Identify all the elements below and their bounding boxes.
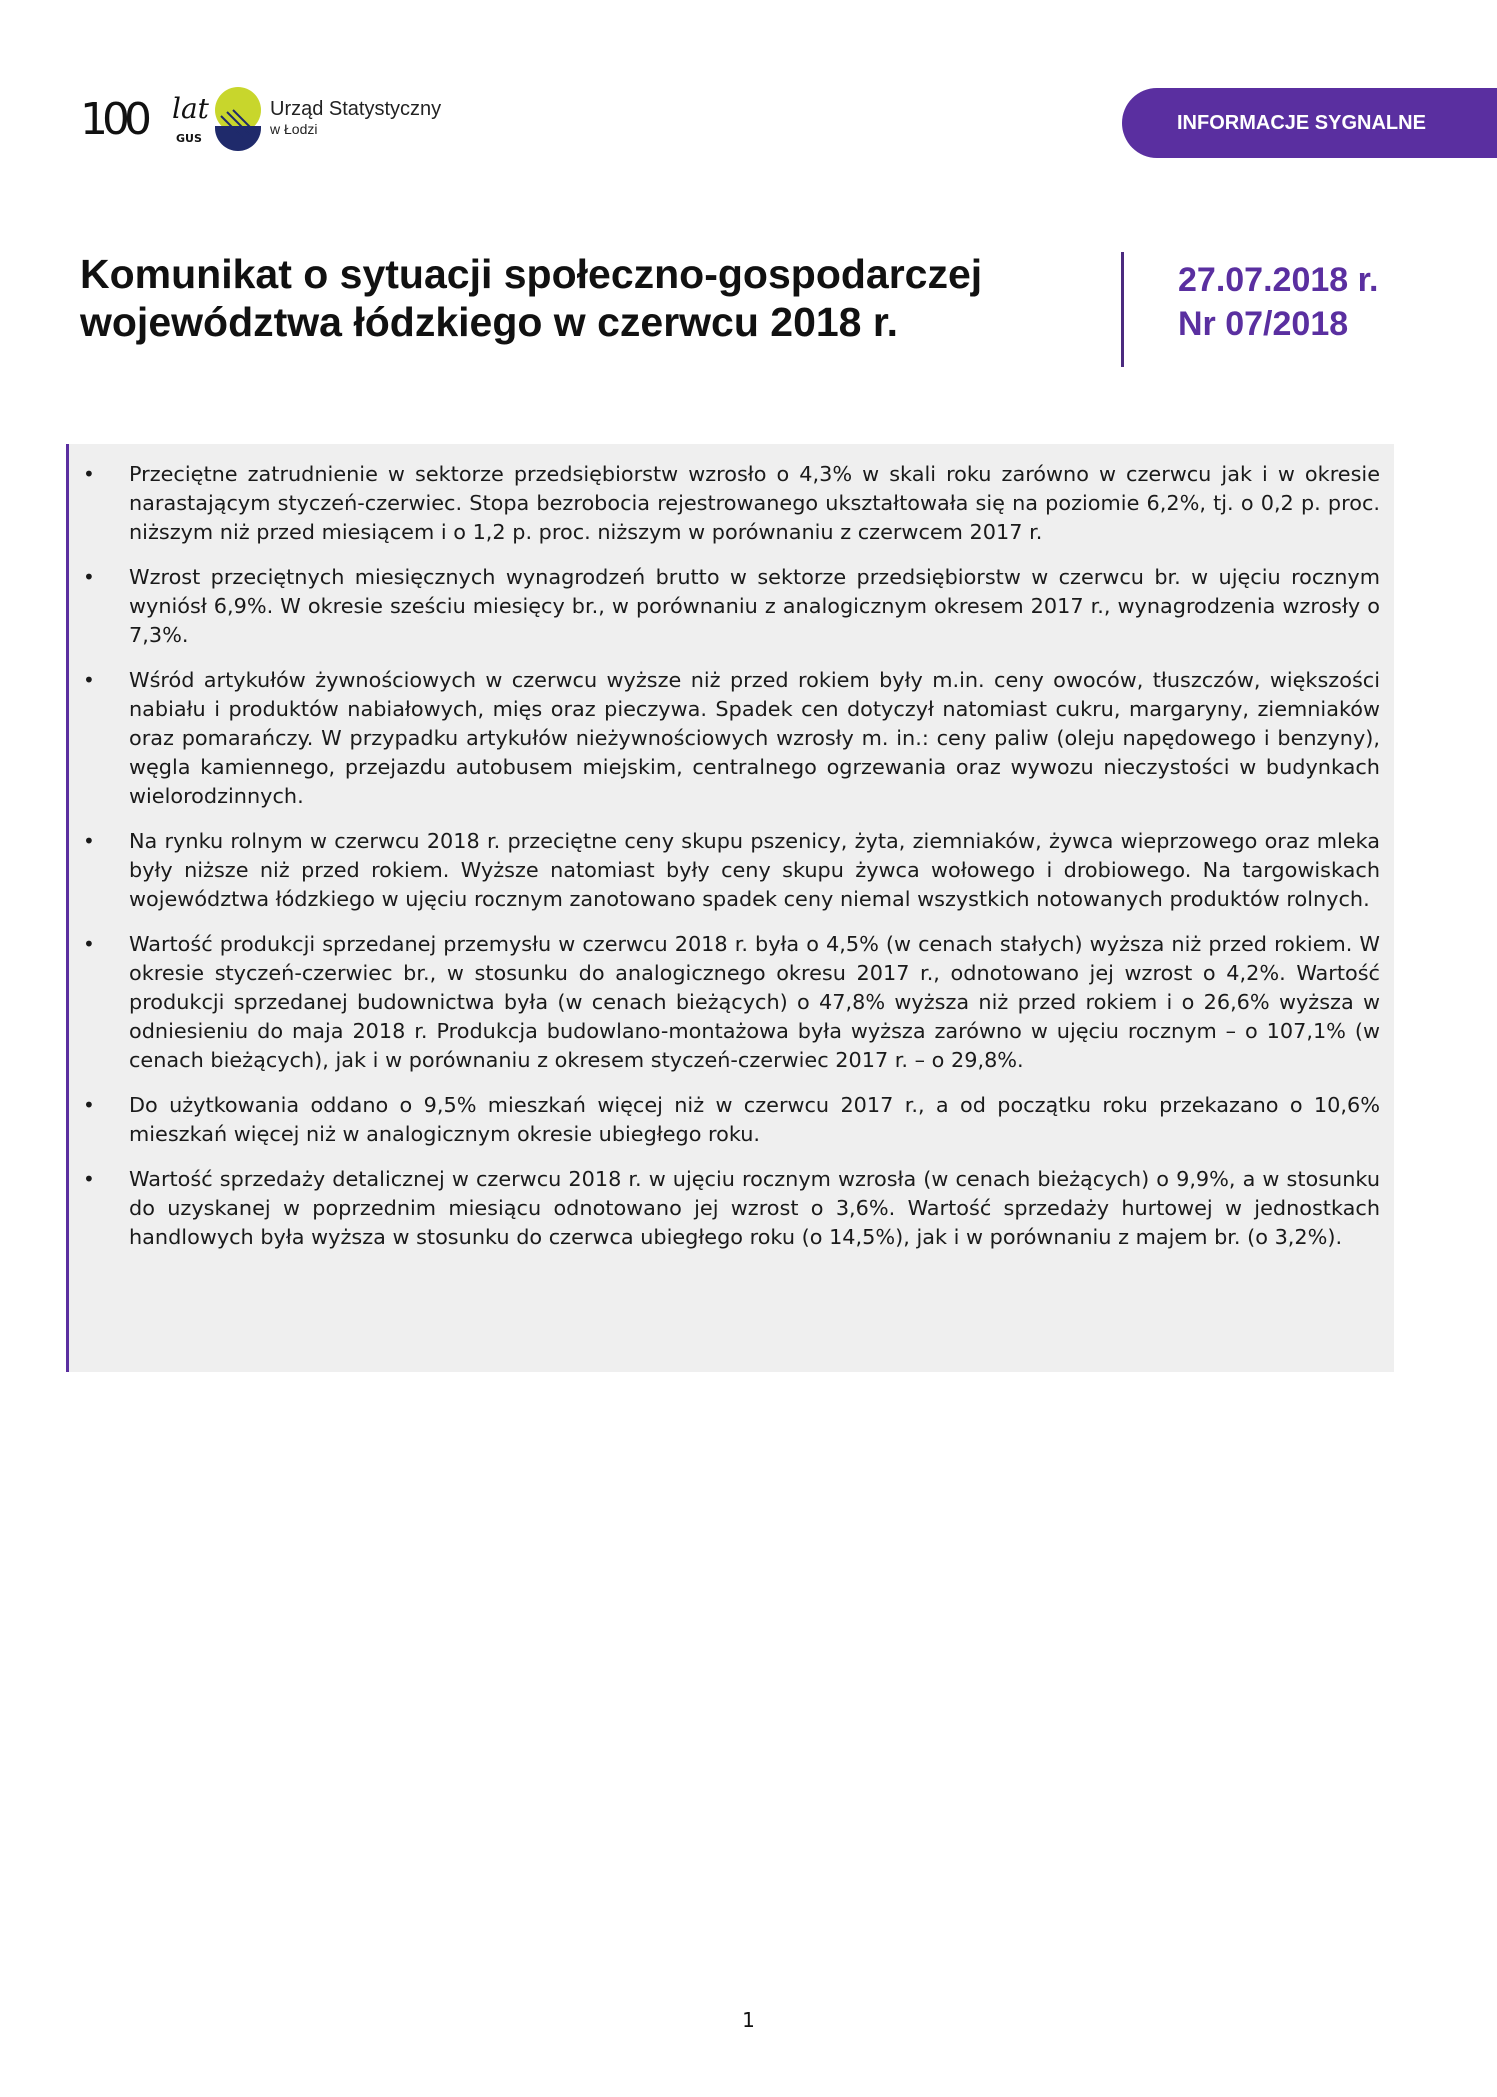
- summary-item-text: Wśród artykułów żywnościowych w czerwcu wyższe niż przed rokiem były m.in. ceny owoców, tłuszczów, większości nabiału i produktów nabiałowych, mięs oraz pieczywa. Spadek cen dotyczył natomiast cukru, margaryny, ziemniaków oraz pomarańczy. W przypadku artykułów nieżywnościowych wzrosły m. in.: ceny paliw (oleju napędowego i benzyny), węgla kamiennego, przejazdu autobusem miejskim, centralnego ogrzewania oraz wywozu nieczystości w budynkach wielorodzinnych.: [129, 668, 1380, 808]
- summary-item: [69, 930, 1380, 1075]
- summary-item-text: Wzrost przeciętnych miesięcznych wynagrodzeń brutto w sektorze przedsiębiorstw w czerwcu br. w ujęciu rocznym wyniósł 6,9%. W okresie sześciu miesięcy br., w porównaniu z analogicznym okresem 2017 r., wynagrodzenia wzrosły o 7,3%.: [129, 565, 1380, 647]
- summary-list: [69, 460, 1380, 1252]
- bullet-icon: •: [83, 932, 95, 956]
- office-name-line2: w Łodzi: [270, 121, 318, 137]
- summary-item: [69, 1165, 1380, 1252]
- summary-item: [69, 563, 1380, 650]
- summary-item: [69, 827, 1380, 914]
- summary-item-text: Wartość produkcji sprzedanej przemysłu w czerwcu 2018 r. była o 4,5% (w cenach stałych) wyższa niż przed rokiem. W okresie styczeń-czerwiec br., w stosunku do analogicznego okresu 2017 r., odnotowano jej wzrost o 4,2%. Wartość produkcji sprzedanej budownictwa była (w cenach bieżących) o 47,8% wyższa niż przed rokiem i o 26,6% wyższa w odniesieniu do maja 2018 r. Produkcja budowlano-montażowa była wyższa zarówno w ujęciu rocznym – o 107,1% (w cenach bieżących), jak i w porównaniu z okresem styczeń-czerwiec 2017 r. – o 29,8%.: [129, 932, 1380, 1072]
- page-number: 1: [742, 2008, 755, 2032]
- bullet-icon: •: [83, 829, 95, 853]
- summary-item-text: Na rynku rolnym w czerwcu 2018 r. przeciętne ceny skupu pszenicy, żyta, ziemniaków, żywca wieprzowego oraz mleka były niższe niż przed rokiem. Wyższe natomiast były ceny skupu żywca wołowego i drobiowego. Na targowiskach województwa łódzkiego w ujęciu rocznym zanotowano spadek ceny niemal wszystkich notowanych produktów rolnych.: [129, 829, 1380, 911]
- bullet-icon: •: [83, 565, 95, 589]
- office-name-line1: Urząd Statystyczny: [270, 98, 442, 120]
- document-title: [80, 250, 1100, 346]
- logo-100-number: 100: [80, 94, 146, 145]
- information-type-badge: INFORMACJE SYGNALNE: [1122, 88, 1497, 158]
- issue-info: [1178, 258, 1378, 346]
- document-title-line2: województwa łódzkiego w czerwcu 2018 r.: [80, 299, 898, 345]
- logo-gus-label: GUS: [176, 132, 202, 145]
- statistical-office-logo-icon: [213, 86, 263, 158]
- office-name: [270, 98, 441, 138]
- summary-item: [69, 666, 1380, 811]
- document-title-line1: Komunikat o sytuacji społeczno-gospodarczej: [80, 251, 983, 297]
- bullet-icon: •: [83, 1093, 95, 1117]
- summary-item: [69, 1091, 1380, 1149]
- issue-date: 27.07.2018 r.: [1178, 261, 1379, 299]
- issue-number: Nr 07/2018: [1178, 305, 1349, 343]
- bullet-icon: •: [83, 1167, 95, 1191]
- summary-item: [69, 460, 1380, 547]
- logo-100-lat-gus: [80, 92, 209, 152]
- logo-lat-script: lat: [172, 92, 209, 125]
- bullet-icon: •: [83, 462, 95, 486]
- summary-item-text: Przeciętne zatrudnienie w sektorze przedsiębiorstw wzrosło o 4,3% w skali roku zarówno w czerwcu jak i w okresie narastającym styczeń-czerwiec. Stopa bezrobocia rejestrowanego ukształtowała się na poziomie 6,2%, tj. o 0,2 p. proc. niższym niż przed miesiącem i o 1,2 p. proc. niższym w porównaniu z czerwcem 2017 r.: [129, 462, 1380, 544]
- summary-item-text: Wartość sprzedaży detalicznej w czerwcu 2018 r. w ujęciu rocznym wzrosła (w cenach bieżących) o 9,9%, a w stosunku do uzyskanej w poprzednim miesiącu odnotowano jej wzrost o 3,6%. Wartość sprzedaży hurtowej w jednostkach handlowych była wyższa w stosunku do czerwca ubiegłego roku (o 14,5%), jak i w porównaniu z majem br. (o 3,2%).: [129, 1167, 1380, 1249]
- summary-box: [66, 444, 1394, 1372]
- title-divider: [1121, 252, 1124, 367]
- bullet-icon: •: [83, 668, 95, 692]
- summary-item-text: Do użytkowania oddano o 9,5% mieszkań więcej niż w czerwcu 2017 r., a od początku roku przekazano o 10,6% mieszkań więcej niż w analogicznym okresie ubiegłego roku.: [129, 1093, 1380, 1146]
